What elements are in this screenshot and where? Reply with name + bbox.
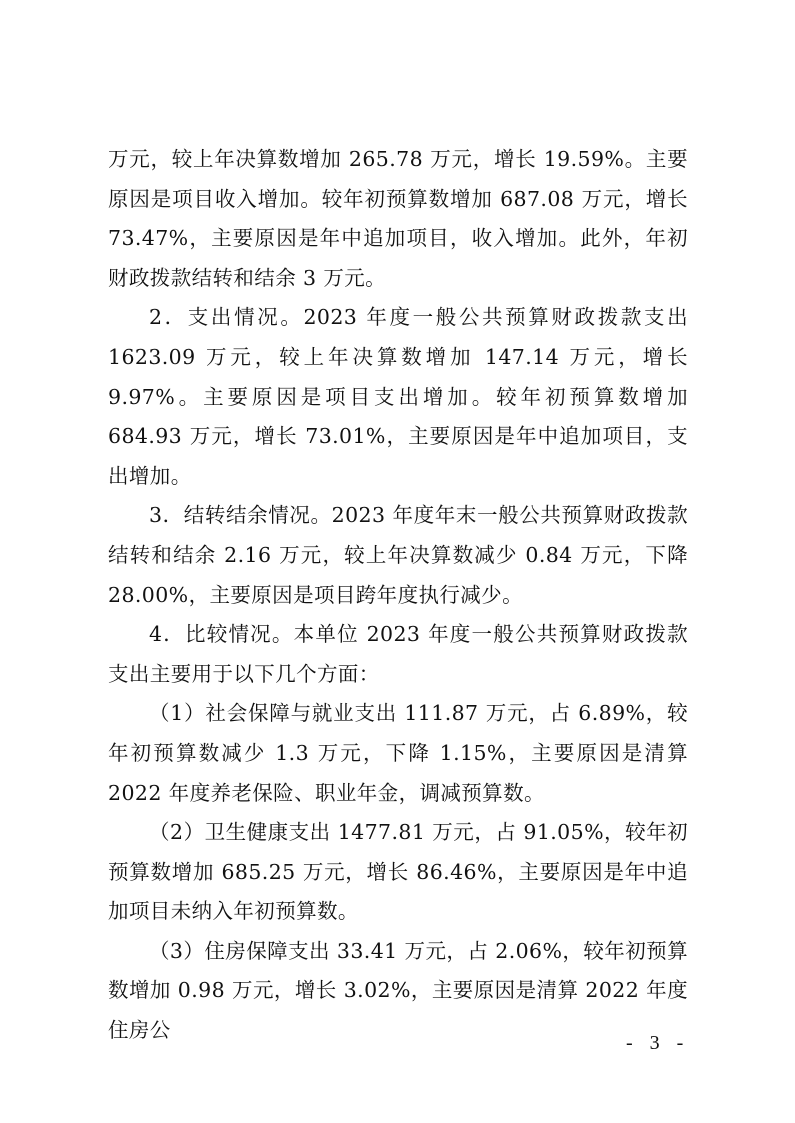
page-number: - 3 - — [626, 1032, 690, 1054]
paragraph-carryover: 3．结转结余情况。2023 年度年末一般公共预算财政拨款结转和结余 2.16 万元，较上年决算数减少 0.84 万元，下降 28.00%，主要原因是项目跨年度执行减少。 — [108, 503, 688, 607]
paragraph-comparison: 4．比较情况。本单位 2023 年度一般公共预算财政拨款支出主要用于以下几个方面： — [108, 622, 688, 686]
paragraph-social-security: （1）社会保障与就业支出 111.87 万元，占 6.89%，较年初预算数减少 1.3 万元，下降 1.15%，主要原因是清算 2022 年度养老保险、职业年金，调减预算数。 — [108, 701, 688, 805]
paragraph-revenue-continued: 万元，较上年决算数增加 265.78 万元，增长 19.59%。主要原因是项目收入增加。较年初预算数增加 687.08 万元，增长 73.47%，主要原因是年中追加项目，收入增加。此外，年初财政拨款结转和结余 3 万元。 — [108, 147, 688, 290]
paragraph-expenditure: 2．支出情况。2023 年度一般公共预算财政拨款支出 1623.09 万元，较上年决算数增加 147.14 万元，增长 9.97%。主要原因是项目支出增加。较年初预算数增加 684.93 万元，增长 73.01%，主要原因是年中追加项目，支出增加。 — [108, 305, 688, 488]
paragraph-housing: （3）住房保障支出 33.41 万元，占 2.06%，较年初预算数增加 0.98 万元，增长 3.02%，主要原因是清算 2022 年度住房公 — [108, 938, 688, 1043]
paragraph-health: （2）卫生健康支出 1477.81 万元，占 91.05%，较年初预算数增加 685.25 万元，增长 86.46%，主要原因是年中追加项目未纳入年初预算数。 — [108, 820, 688, 924]
body-text — [108, 140, 688, 1051]
